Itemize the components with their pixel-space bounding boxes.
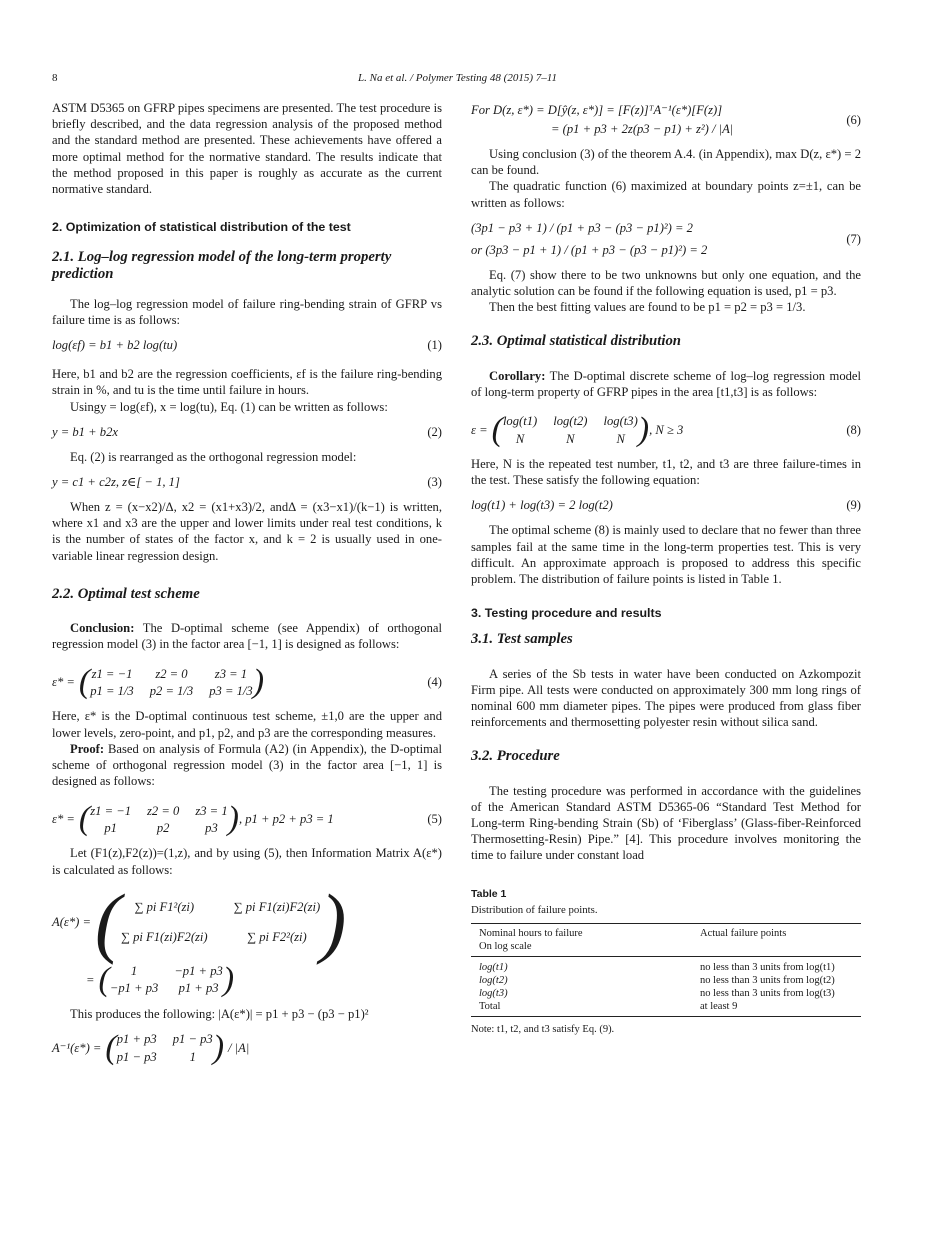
corollary-paragraph: Corollary: The D-optimal discrete scheme of log–log regression model of long-term property of GFRP pipes in the area [t1,t3] is as follows: — [471, 368, 861, 399]
page-number: 8 — [52, 72, 58, 84]
table-header-row — [471, 924, 861, 957]
section-2-1-title: 2.1. Log–log regression model of the long-term property prediction — [52, 249, 392, 282]
paragraph: This produces the following: |A(ε*)| = p1 + p3 − (p3 − p1)² — [70, 1006, 369, 1021]
journal-citation: L. Na et al. / Polymer Testing 48 (2015) 7–11 — [358, 72, 557, 84]
equation-2: y = b1 + b2x (2) — [52, 424, 442, 439]
paragraph: Here, N is the repeated test number, t1, t2, and t3 are three failure-times in the test. These satisfy the following equation: — [471, 457, 861, 488]
section-3-2-title: 3.2. Procedure — [471, 748, 560, 765]
equation-inverse-matrix: A⁻¹(ε*) = ( p1 + p3 p1 − p3 p1 − p3 1 ) / |A| — [52, 1029, 250, 1067]
paragraph: The log–log regression model of failure ring-bending strain of GFRP vs failure time is as follows: — [52, 296, 442, 328]
paragraph: Here, b1 and b2 are the regression coefficients, εf is the failure ring-bending strain in %, and tu is the time until failure in hours. — [52, 367, 442, 398]
paragraph: Using conclusion (3) of the theorem A.4. (in Appendix), max D(z, ε*) = 2 can be found. — [471, 147, 861, 178]
paragraph: Then the best fitting values are found to be p1 = p2 = p3 = 1/3. — [489, 300, 806, 315]
left-column — [52, 100, 442, 1068]
table-row: log(t2) no less than 3 units from log(t2) — [479, 975, 835, 987]
paragraph: Let (F1(z),F2(z))=(1,z), and by using (5), then Information Matrix A(ε*) is calculated as follows: — [52, 846, 442, 877]
failure-points-table — [471, 923, 861, 1017]
equation-9: log(t1) + log(t3) = 2 log(t2) (9) — [471, 498, 861, 513]
table-row: log(t1) no less than 3 units from log(t1) — [479, 962, 835, 974]
page-header — [52, 72, 863, 88]
table-1 — [471, 886, 861, 1039]
table-row: log(t3) no less than 3 units from log(t3) — [479, 988, 835, 1000]
paragraph: The testing procedure was performed in accordance with the guidelines of the American Standard ASTM D5365-06 “Standard Test Method for Long-term Ring-bending Strain (Sb) of ‘Fiberglass’ (Glass-fiber-Reinforced Thermosetting-Resin) Pipe.” [4]. This procedure involves monitoring the time to failure under constant load — [471, 783, 861, 863]
paragraph: The optimal scheme (8) is mainly used to declare that no fewer than three samples fail at the same time in the long-term properties test. This is very difficult. An approximate approach is proposed to address this specific problem. The distribution of failure points is listed in Table 1. — [471, 523, 861, 587]
table-title: Table 1 — [471, 887, 507, 900]
equation-5: ε* = ( z1 = −1 z2 = 0 z3 = 1 p1 p2 p3 ) , p1 + p2 + p3 = 1 (5) — [52, 800, 442, 838]
section-2-2-title: 2.2. Optimal test scheme — [52, 585, 200, 602]
right-column — [471, 100, 861, 1038]
conclusion-paragraph: Conclusion: The D-optimal scheme (see Appendix) of orthogonal regression model (3) in the factor area [−1, 1] is designed as follows: — [52, 621, 442, 652]
table-caption: Distribution of failure points. — [471, 903, 598, 916]
paragraph: When z = (x−x2)/Δ, x2 = (x1+x3)/2, andΔ = (x3−x1)/(k−1) is written, where x1 and x3 are the upper and lower limits under real test conditions, k is the number of states of the factor x, and k = 2 is usually used in one-variable linear regression design. — [52, 500, 442, 563]
equation-7: (3p1 − p3 + 1) / (p1 + p3 − (p3 − p1)²) = 2 or (3p3 − p1 + 1) / (p1 + p3 − (p3 − p1)²) = 2 (7) — [471, 220, 861, 257]
column-header: Nominal hours to failure On log scale — [479, 928, 583, 953]
section-3-1-title: 3.1. Test samples — [471, 631, 573, 648]
paragraph: Eq. (2) is rearranged as the orthogonal regression model: — [70, 449, 357, 464]
proof-paragraph: Proof: Based on analysis of Formula (A2) (in Appendix), the D-optimal scheme of orthogonal regression model (3) in the factor area [−1, 1] is designed as follows: — [52, 741, 442, 789]
equation-3: y = c1 + c2z, z∈[ − 1, 1] (3) — [52, 474, 442, 489]
section-3-title: 3. Testing procedure and results — [471, 606, 662, 621]
equation-1: log(εf) = b1 + b2 log(tu) (1) — [52, 338, 442, 353]
equation-8: ε = ( log(t1) log(t2) log(t3) N N N ) , N ≥ 3 (8) — [471, 411, 861, 449]
section-2-3-title: 2.3. Optimal statistical distribution — [471, 333, 682, 350]
table-row: Total at least 9 — [479, 1001, 738, 1013]
paragraph: A series of the Sb tests in water have been conducted on Azkompozit Firm pipe. All tests were conducted on approximately 300 mm long rings of nominal 600 mm diameter pipes. The pipes were produced from glass fiber reinforcements and thermosetting polyester resin without silica sand. — [471, 666, 861, 730]
equation-information-matrix-simplified: = ( 1 −p1 + p3 −p1 + p3 p1 + p3 ) — [86, 960, 235, 998]
paragraph: Usingy = log(εf), x = log(tu), Eq. (1) can be written as follows: — [70, 399, 388, 414]
paragraph: Eq. (7) show there to be two unknowns but only one equation, and the analytic solution can be found if the following equation is used, p1 = p3. — [471, 267, 861, 299]
equation-6: For D(z, ε*) = D[ŷ(z, ε*)] = [F(z)]ᵀA⁻¹(ε*)[F(z)] = (p1 + p3 + 2z(p3 − p1) + z²) / |A| (6) — [471, 103, 861, 136]
section-2-title: 2. Optimization of statistical distribution of the test — [52, 220, 351, 235]
equation-4: ε* = ( z1 = −1 z2 = 0 z3 = 1 p1 = 1/3 p2 = 1/3 p3 = 1/3 ) (4) — [52, 663, 442, 701]
equation-information-matrix: A(ε*) = ( ∑ pi F1²(zi) ∑ pi F1(zi)F2(zi) ∑ pi F1(zi)F2(zi) ∑ pi F2²(zi) ) — [52, 877, 347, 965]
paragraph: Here, ε* is the D-optimal continuous test scheme, ±1,0 are the upper and lower levels, zero-point, and p1, p2, and p3 are the corresponding measures. — [52, 709, 442, 740]
intro-paragraph: ASTM D5365 on GFRP pipes specimens are presented. The test procedure is briefly described, and the data regression analysis of the proposed method and the standard method are presented. These achievements have offered a more optimal method for the normative standard. The results indicate that the method proposed in this paper is roughly as accurate as the current normative standard. — [52, 101, 442, 197]
table-note: Note: t1, t2, and t3 satisfy Eq. (9). — [471, 1024, 615, 1036]
column-header: Actual failure points — [700, 928, 787, 940]
paragraph: The quadratic function (6) maximized at boundary points z=±1, can be written as follows: — [471, 179, 861, 210]
